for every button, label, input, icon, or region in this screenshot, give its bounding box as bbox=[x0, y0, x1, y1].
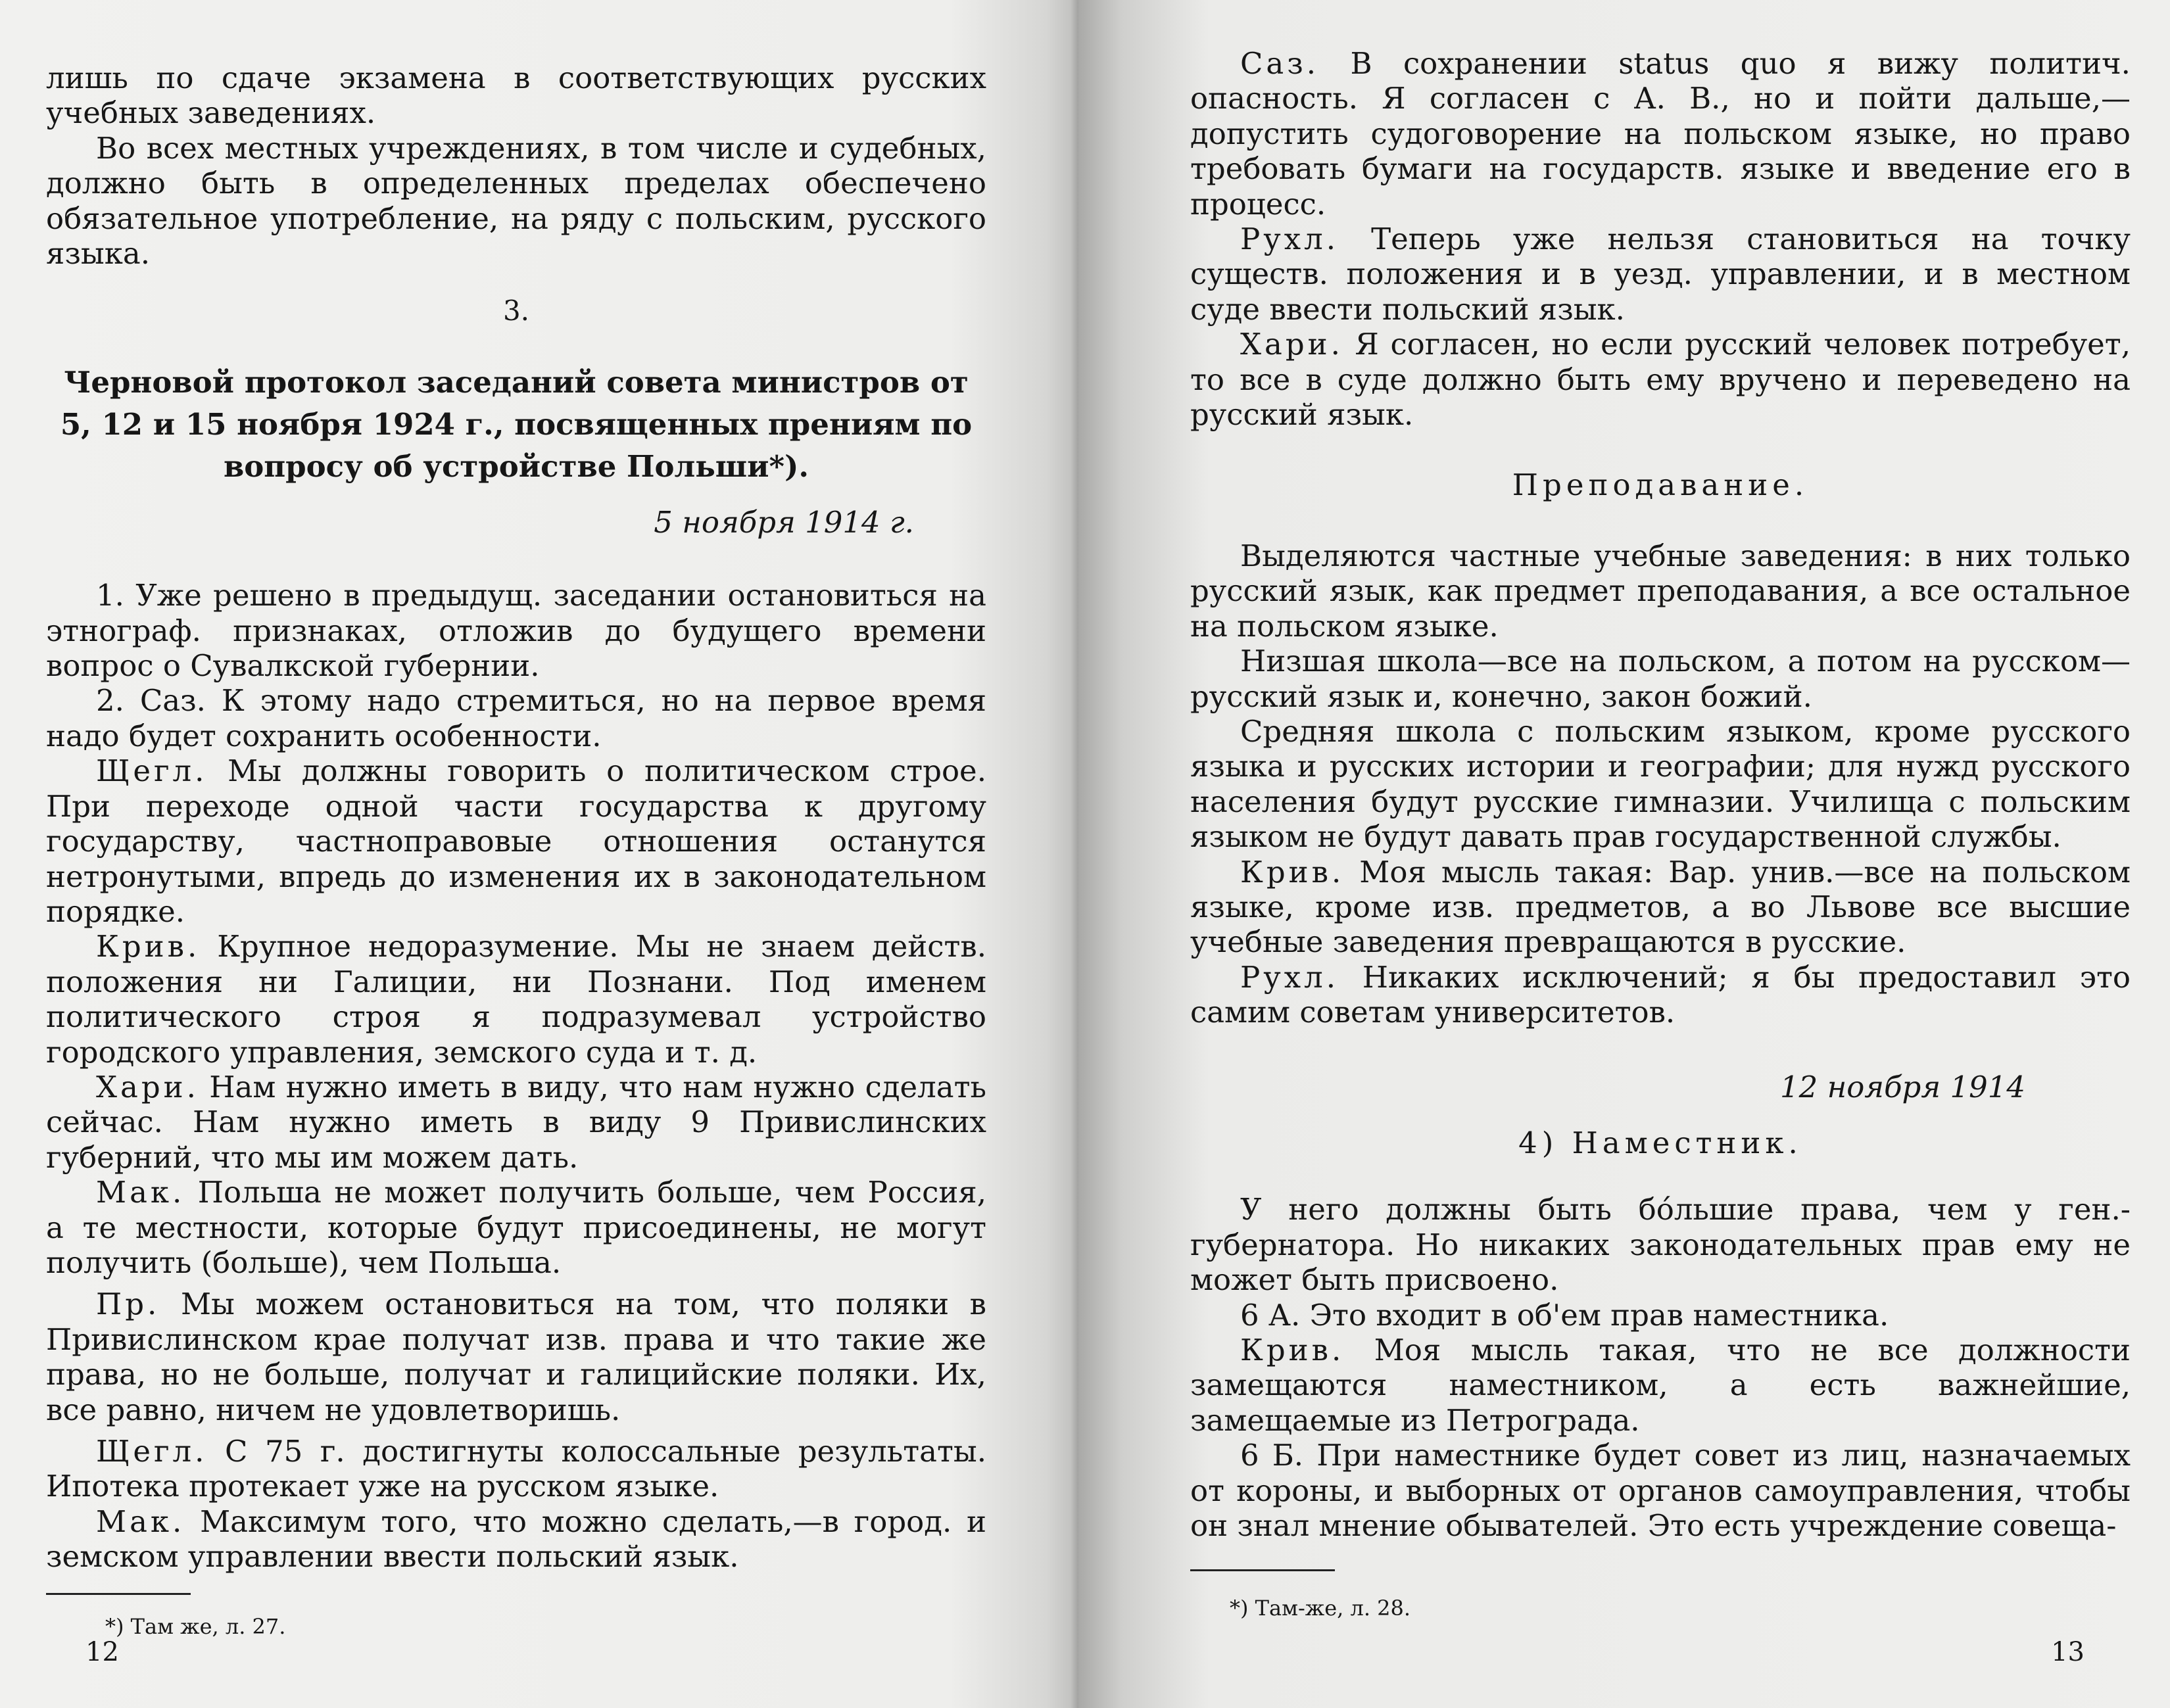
protocol-paragraph: Выделяются частные учебные заведения: в них только русский язык, как предмет преподавания, а все остальное на польском языке. bbox=[1190, 538, 2131, 644]
protocol-paragraph: Низшая школа—все на польском, а потом на русском—русский язык и, конечно, закон божий. bbox=[1190, 644, 2131, 714]
protocol-paragraph: Щегл. Мы должны говорить о политическом строе. При переходе одной части государства к другому государству, частноправовые отношения останутся нетронутыми, впредь до изменения их в законодательном порядке. bbox=[46, 753, 986, 929]
footnote: *) Там же, л. 27. bbox=[105, 1613, 286, 1639]
teaching-paragraphs bbox=[1190, 538, 2131, 1030]
protocol-paragraph: Хари. Я согласен, но если русский человек потребует, то все в суде должно быть ему вручено и переведено на русский язык. bbox=[1190, 327, 2131, 433]
protocol-paragraph: Средняя школа с польским языком, кроме русского языка и русских истории и географии; для нужд русского населения будут русские гимназии. Училища с польским языком не будут давать прав государственной службы. bbox=[1190, 713, 2131, 855]
protocol-paragraph: Крив. Крупное недоразумение. Мы не знаем действ. положения ни Галиции, ни Познани. Под именем политического строя я подразумевал устройство городского управления, земского суда и т. д. bbox=[46, 929, 986, 1070]
right-text-column bbox=[1190, 0, 2131, 1621]
section-number: 3. bbox=[502, 295, 530, 327]
left-page bbox=[0, 0, 1078, 1708]
right-page bbox=[1078, 0, 2170, 1708]
footnote: *) Там-же, л. 28. bbox=[1230, 1596, 1411, 1621]
section-heading-teaching: Преподавание. bbox=[1512, 467, 1809, 503]
protocol-paragraph: Саз. В сохранении status quo я вижу политич. опасность. Я согласен с А. В., но и пойти дальше,—допустить судоговорение на польском языке, но право требовать бумаги на государств. языке и введение его в процесс. bbox=[1190, 46, 2131, 222]
protocol-paragraph: Крив. Моя мысль такая: Вар. унив.—все на польском языке, кроме изв. предметов, а во Львове все высшие учебные заведения превращаются в русские. bbox=[1190, 854, 2131, 960]
footnote-rule bbox=[1190, 1569, 1335, 1571]
date-heading: 12 ноября 1914 bbox=[1780, 1069, 2025, 1104]
protocol-paragraph: Хари. Нам нужно иметь в виду, что нам нужно сделать сейчас. Нам нужно иметь в виду 9 Привислинских губерний, что мы им можем дать. bbox=[46, 1069, 986, 1175]
discussion-paragraphs bbox=[1190, 46, 2131, 432]
protocol-paragraph: 6 Б. При наместнике будет совет из лиц, назначаемых от короны, и выборных от органов самоуправления, чтобы он знал мнение обывателей. Это есть учреждение совеща- bbox=[1190, 1438, 2131, 1544]
paragraph-local-institutions: Во всех местных учреждениях, в том числе и судебных, должно быть в определенных пределах обеспечено обязательное употребление, на ряду с польским, русского языка. bbox=[46, 130, 986, 272]
protocol-paragraph: Мак. Максимум того, что можно сделать,—в город. и земском управлении ввести польский язык. bbox=[46, 1504, 986, 1575]
protocol-paragraph: 1. Уже решено в предыдущ. заседании остановиться на этнограф. признаках, отложив до будущего времени вопрос о Сувалкской губернии. bbox=[46, 578, 986, 684]
protocol-title: Черновой протокол заседаний совета министров от 5, 12 и 15 ноября 1924 г., посвященных прениям по вопросу об устройстве Польши*). bbox=[60, 364, 973, 484]
page-number: 12 bbox=[85, 1637, 119, 1667]
protocol-paragraph: Рухл. Теперь уже нельзя становиться на точку существ. положения и в уезд. управлении, и в местном суде ввести польский язык. bbox=[1190, 222, 2131, 327]
footnote-rule bbox=[46, 1593, 191, 1595]
protocol-paragraph: Рухл. Никаких исключений; я бы предоставил это самим советам университетов. bbox=[1190, 959, 2131, 1030]
section-heading-namestnik: 4) Наместник. bbox=[1518, 1125, 1802, 1160]
protocol-paragraphs bbox=[46, 578, 986, 1574]
protocol-paragraph: Мак. Польша не может получить больше, чем Россия, а те местности, которые будут присоединены, не могут получить (больше), чем Польша. bbox=[46, 1175, 986, 1280]
protocol-paragraph: 6 А. Это входит в об'ем прав наместника. bbox=[1240, 1297, 1889, 1333]
protocol-paragraph: Щегл. С 75 г. достигнуты колоссальные результаты. Ипотека протекает уже на русском языке. bbox=[46, 1434, 986, 1504]
protocol-paragraph: Крив. Моя мысль такая, что не все должности замещаются наместником, а есть важнейшие, замещаемые из Петрограда. bbox=[1190, 1333, 2131, 1438]
protocol-paragraph: 2. Саз. К этому надо стремиться, но на первое время надо будет сохранить особенности. bbox=[46, 683, 986, 753]
paragraph-exam: лишь по сдаче экзамена в соответствующих русских учебных заведениях. bbox=[46, 60, 986, 131]
left-text-column bbox=[46, 0, 986, 1640]
protocol-paragraph: Пр. Мы можем остановиться на том, что поляки в Привислинском крае получат изв. права и что такие же права, но не больше, получат и галицийские поляки. Их, все равно, ничем не удовлетворишь. bbox=[46, 1287, 986, 1427]
page-number: 13 bbox=[2051, 1637, 2085, 1667]
date-heading: 5 ноября 1914 г. bbox=[654, 504, 914, 540]
namestnik-paragraphs bbox=[1190, 1192, 2131, 1543]
protocol-paragraph: У него должны быть бо́льшие права, чем у ген.-губернатора. Но никаких законодательных прав ему не может быть присвоено. bbox=[1190, 1192, 2131, 1298]
